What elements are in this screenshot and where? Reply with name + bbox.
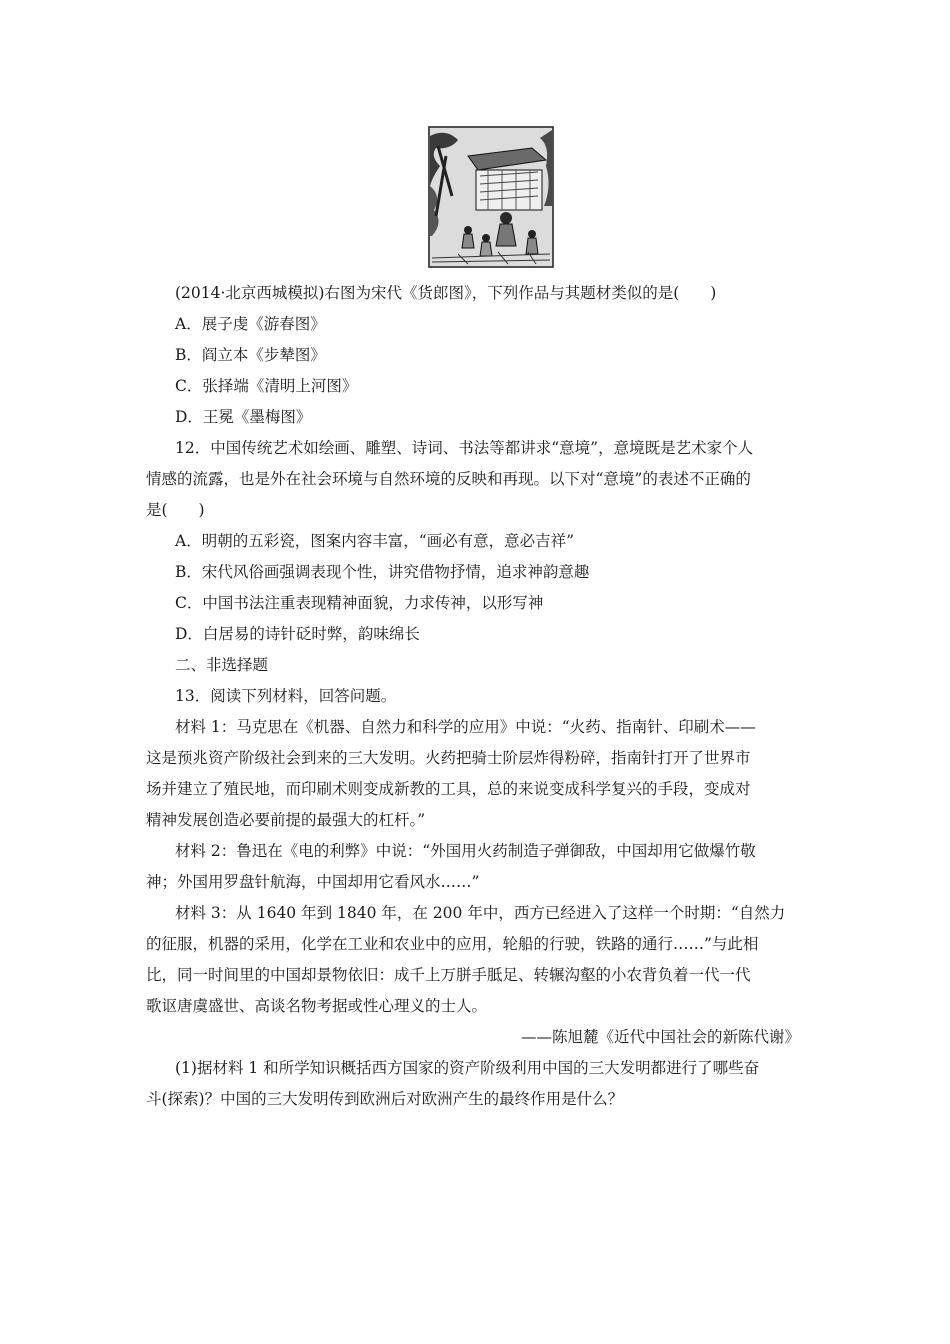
q13-intro: 13．阅读下列材料，回答问题。 xyxy=(175,687,397,705)
q11-option-a: A．展子虔《游春图》 xyxy=(175,315,326,333)
q12-option-a: A．明朝的五彩瓷，图案内容丰富，“画必有意，意必吉祥” xyxy=(175,532,575,550)
material-1-line-4: 精神发展创造必要前提的最强大的杠杆。” xyxy=(146,811,426,829)
material-2-line-2: 神；外国用罗盘针航海，中国却用它看风水……” xyxy=(146,873,480,891)
q11-stem: (2014·北京西城模拟)右图为宋代《货郎图》，下列作品与其题材类似的是( ) xyxy=(175,284,717,302)
q11-option-c: C．张择端《清明上河图》 xyxy=(175,377,358,395)
material-3-line-1: 材料 3：从 1640 年到 1840 年，在 200 年中，西方已经进入了这样一个时期：“自然力 xyxy=(175,904,786,922)
q12-stem-line-3: 是( ) xyxy=(146,501,205,519)
section-heading: 二、非选择题 xyxy=(175,656,269,674)
material-1-line-1: 材料 1：马克思在《机器、自然力和科学的应用》中说：“火药、指南针、印刷术—— xyxy=(175,718,756,736)
q12-option-c: C．中国书法注重表现精神面貌，力求传神，以形写神 xyxy=(175,594,544,612)
material-3-line-4: 歌讴唐虞盛世、高谈名物考据或性心理义的士人。 xyxy=(146,997,488,1015)
q12-stem-line-1: 12．中国传统艺术如绘画、雕塑、诗词、书法等都讲求“意境”，意境既是艺术家个人 xyxy=(175,439,754,457)
q12-option-b: B．宋代风俗画强调表现个性，讲究借物抒情，追求神韵意趣 xyxy=(175,563,590,581)
material-1-line-3: 场并建立了殖民地，而印刷术则变成新教的工具，总的来说变成科学复兴的手段，变成对 xyxy=(146,780,751,798)
huolang-painting-illustration xyxy=(428,126,554,268)
material-3-line-2: 的征服，机器的采用，化学在工业和农业中的应用，轮船的行驶，铁路的通行……”与此相 xyxy=(146,935,759,953)
sub-question-1-line-2: 斗(探索)？中国的三大发明传到欧洲后对欧洲产生的最终作用是什么？ xyxy=(146,1090,624,1108)
q11-option-d: D．王冕《墨梅图》 xyxy=(175,408,312,426)
q12-stem-line-2: 情感的流露，也是外在社会环境与自然环境的反映和再现。以下对“意境”的表述不正确的 xyxy=(146,470,751,488)
material-3-source: ——陈旭麓《近代中国社会的新陈代谢》 xyxy=(520,1028,800,1046)
material-3-line-3: 比，同一时间里的中国却景物依旧：成千上万胼手胝足、转辗沟壑的小农背负着一代一代 xyxy=(146,966,751,984)
q12-option-d: D．白居易的诗针砭时弊，韵味绵长 xyxy=(175,625,420,643)
material-2-line-1: 材料 2：鲁迅在《电的利弊》中说：“外国用火药制造子弹御敌，中国却用它做爆竹敬 xyxy=(175,842,756,860)
material-1-line-2: 这是预兆资产阶级社会到来的三大发明。火药把骑士阶层炸得粉碎，指南针打开了世界市 xyxy=(146,749,751,767)
q11-option-b: B．阎立本《步辇图》 xyxy=(175,346,326,364)
sub-question-1-line-1: (1)据材料 1 和所学知识概括西方国家的资产阶级利用中国的三大发明都进行了哪些奋 xyxy=(175,1059,760,1077)
